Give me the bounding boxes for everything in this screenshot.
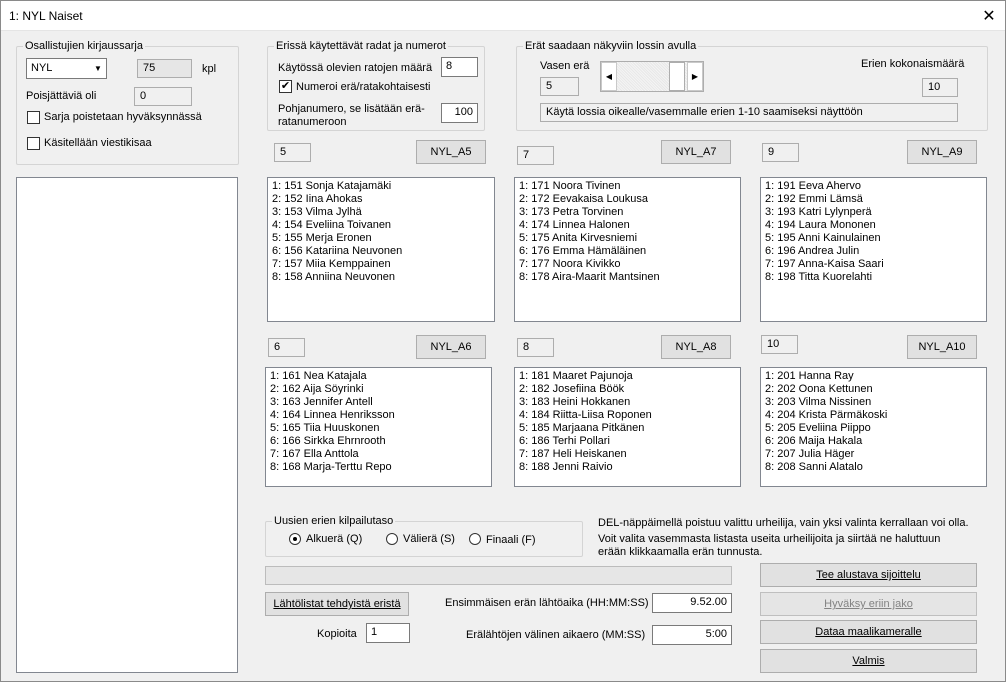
list-item[interactable]: 7: 197 Anna-Kaisa Saari — [765, 258, 884, 270]
relay-checkbox[interactable] — [27, 137, 40, 150]
scroll-left-icon[interactable]: ◀ — [601, 62, 617, 91]
heat-number-5: 5 — [274, 143, 311, 162]
heat-button-nyl-a5[interactable]: NYL_A5 — [416, 140, 486, 164]
placement-button[interactable] — [760, 563, 977, 587]
camera-button[interactable] — [760, 620, 977, 644]
series-select[interactable] — [26, 58, 107, 79]
heat-button-nyl-a9[interactable]: NYL_A9 — [907, 140, 977, 164]
list-item[interactable]: 3: 153 Vilma Jylhä — [272, 206, 362, 218]
unassigned-athletes-list[interactable] — [16, 177, 238, 673]
check-icon: ✔ — [280, 80, 291, 92]
numbering-label: Numeroi erä/ratakohtaisesti — [296, 81, 431, 93]
startlists-button[interactable] — [265, 592, 409, 616]
approve-button[interactable] — [760, 592, 977, 616]
level-s-radio[interactable] — [386, 533, 398, 545]
relay-label: Käsitellään viestikisaa — [44, 137, 152, 149]
list-item[interactable]: 2: 202 Oona Kettunen — [765, 383, 873, 395]
list-item[interactable]: 1: 201 Hanna Ray — [765, 370, 854, 382]
info-line-3: erään klikkaamalla erän tunnusta. — [598, 546, 763, 558]
info-line-2: Voit valita vasemmasta listasta useita urheilijoita ja siirtää ne haluttuun — [598, 533, 941, 545]
list-item[interactable]: 1: 181 Maaret Pajunoja — [519, 370, 633, 382]
list-item[interactable]: 7: 207 Julia Häger — [765, 448, 855, 460]
delete-series-label: Sarja poistetaan hyväksynnässä — [44, 111, 202, 123]
heat-number-6: 6 — [268, 338, 305, 357]
series-select-value: NYL — [31, 62, 53, 74]
list-item[interactable]: 5: 185 Marjaana Pitkänen — [519, 422, 645, 434]
heat-list-10[interactable] — [760, 367, 987, 487]
info-line-1: DEL-näppäimellä poistuu valittu urheilija, vain yksi valinta kerrallaan voi olla. — [598, 517, 969, 529]
first-start-label: Ensimmäisen erän lähtöaika (HH:MM:SS) — [445, 597, 649, 609]
list-item[interactable]: 7: 177 Noora Kivikko — [519, 258, 621, 270]
heat-view-legend: Erät saadaan näkyviin lossin avulla — [525, 40, 697, 52]
list-item[interactable]: 1: 161 Nea Katajala — [270, 370, 367, 382]
copies-input[interactable]: 1 — [366, 623, 410, 643]
list-item[interactable]: 4: 154 Eveliina Toivanen — [272, 219, 392, 231]
level-s-label: Välierä (S) — [403, 533, 455, 545]
list-item[interactable]: 1: 191 Eeva Ahervo — [765, 180, 862, 192]
interval-input[interactable]: 5:00 — [652, 625, 732, 645]
heat-view-hint: Käytä lossia oikealle/vasemmalle erien 1-10 saamiseksi näyttöön — [540, 103, 958, 122]
registration-legend: Osallistujien kirjaussarja — [25, 40, 143, 52]
list-item[interactable]: 2: 152 Iina Ahokas — [272, 193, 363, 205]
participant-count: 75 — [137, 59, 192, 78]
camera-button-label: Dataa maalikameralle — [815, 626, 922, 638]
list-item[interactable]: 5: 155 Merja Eronen — [272, 232, 372, 244]
startlists-button-label: Lähtölistat tehdyistä eristä — [273, 598, 401, 610]
list-item[interactable]: 5: 175 Anita Kirvesniemi — [519, 232, 638, 244]
heat-button-nyl-a6[interactable]: NYL_A6 — [416, 335, 486, 359]
heat-list-5[interactable] — [267, 177, 495, 322]
list-item[interactable]: 6: 176 Emma Hämäläinen — [519, 245, 647, 257]
list-item[interactable]: 6: 186 Terhi Pollari — [519, 435, 610, 447]
heat-number-9: 9 — [762, 143, 799, 162]
level-f-label: Finaali (F) — [486, 534, 536, 546]
heat-scrollbar[interactable] — [600, 61, 704, 92]
list-item[interactable]: 8: 198 Titta Kuorelahti — [765, 271, 873, 283]
list-item[interactable]: 3: 173 Petra Torvinen — [519, 206, 624, 218]
level-f-radio[interactable] — [469, 533, 481, 545]
lanes-count-label: Käytössä olevien ratojen määrä — [278, 62, 433, 74]
first-start-input[interactable]: 9.52.00 — [652, 593, 732, 613]
base-number-label-2: ratanumeroon — [278, 116, 347, 128]
heat-list-8[interactable] — [514, 367, 741, 487]
list-item[interactable]: 7: 187 Heli Heiskanen — [519, 448, 627, 460]
list-item[interactable]: 8: 178 Aira-Maarit Mantsinen — [519, 271, 660, 283]
list-item[interactable]: 1: 151 Sonja Katajamäki — [272, 180, 392, 192]
heat-button-nyl-a8[interactable]: NYL_A8 — [661, 335, 731, 359]
base-number-label-1: Pohjanumero, se lisätään erä- — [278, 103, 425, 115]
heat-list-6[interactable] — [265, 367, 492, 487]
list-item[interactable]: 7: 167 Ella Anttola — [270, 448, 359, 460]
list-item[interactable]: 4: 164 Linnea Henriksson — [270, 409, 395, 421]
progress-bar — [265, 566, 732, 585]
base-number-input[interactable]: 100 — [441, 103, 478, 123]
level-q-radio[interactable] — [289, 533, 301, 545]
scroll-right-icon[interactable]: ▶ — [687, 62, 703, 91]
total-heats-label: Erien kokonaismäärä — [861, 58, 965, 70]
heat-scroll-thumb[interactable] — [669, 62, 685, 91]
heat-number-7: 7 — [517, 146, 554, 165]
dropouts-count: 0 — [134, 87, 192, 106]
done-button-label: Valmis — [852, 655, 885, 667]
list-item[interactable]: 4: 184 Riitta-Liisa Roponen — [519, 409, 652, 421]
numbering-checkbox[interactable] — [279, 80, 292, 93]
done-button[interactable] — [760, 649, 977, 673]
approve-button-label: Hyväksy eriin jako — [824, 598, 913, 610]
copies-label: Kopioita — [317, 628, 357, 640]
lanes-legend: Erissä käytettävät radat ja numerot — [276, 40, 446, 52]
title-bar — [0, 0, 1006, 31]
level-q-label: Alkuerä (Q) — [306, 533, 363, 545]
interval-label: Erälähtöjen välinen aikaero (MM:SS) — [466, 629, 646, 641]
heat-number-8: 8 — [517, 338, 554, 357]
heat-button-nyl-a7[interactable]: NYL_A7 — [661, 140, 731, 164]
total-heats-value: 10 — [922, 78, 958, 97]
list-item[interactable]: 3: 193 Katri Lylynperä — [765, 206, 872, 218]
list-item[interactable]: 8: 188 Jenni Raivio — [519, 461, 613, 473]
list-item[interactable]: 8: 208 Sanni Alatalo — [765, 461, 863, 473]
delete-series-checkbox[interactable] — [27, 111, 40, 124]
close-button[interactable] — [972, 4, 1006, 28]
list-item[interactable]: 7: 157 Miia Kemppainen — [272, 258, 391, 270]
heat-list-7[interactable] — [514, 177, 741, 322]
list-item[interactable]: 3: 163 Jennifer Antell — [270, 396, 373, 408]
list-item[interactable]: 2: 192 Emmi Lämsä — [765, 193, 863, 205]
list-item[interactable]: 2: 162 Aija Söyrinki — [270, 383, 364, 395]
lanes-count-input[interactable]: 8 — [441, 57, 478, 77]
list-item[interactable]: 3: 183 Heini Hokkanen — [519, 396, 631, 408]
heat-number-10: 10 — [761, 335, 798, 354]
placement-button-label: Tee alustava sijoittelu — [816, 569, 921, 581]
list-item[interactable]: 6: 156 Katariina Neuvonen — [272, 245, 403, 257]
window-title: 1: NYL Naiset — [9, 9, 83, 23]
count-unit-label: kpl — [202, 63, 217, 75]
list-item[interactable]: 5: 205 Eveliina Piippo — [765, 422, 871, 434]
list-item[interactable]: 8: 168 Marja-Terttu Repo — [270, 461, 392, 473]
dropouts-label: Poisjättäviä oli — [26, 90, 97, 102]
left-heat-label: Vasen erä — [540, 60, 590, 72]
list-item[interactable]: 3: 203 Vilma Nissinen — [765, 396, 872, 408]
level-legend: Uusien erien kilpailutaso — [274, 515, 394, 527]
list-item[interactable]: 2: 182 Josefiina Böök — [519, 383, 625, 395]
left-heat-value: 5 — [540, 77, 579, 96]
list-item[interactable]: 5: 165 Tiia Huuskonen — [270, 422, 380, 434]
list-item[interactable]: 2: 172 Eevakaisa Loukusa — [519, 193, 649, 205]
list-item[interactable]: 4: 194 Laura Mononen — [765, 219, 876, 231]
list-item[interactable]: 6: 196 Andrea Julin — [765, 245, 860, 257]
list-item[interactable]: 6: 206 Maija Hakala — [765, 435, 863, 447]
list-item[interactable]: 5: 195 Anni Kainulainen — [765, 232, 881, 244]
heat-list-9[interactable] — [760, 177, 987, 322]
list-item[interactable]: 4: 204 Krista Pärmäkoski — [765, 409, 888, 421]
heat-button-nyl-a10[interactable]: NYL_A10 — [907, 335, 977, 359]
list-item[interactable]: 4: 174 Linnea Halonen — [519, 219, 630, 231]
list-item[interactable]: 1: 171 Noora Tivinen — [519, 180, 621, 192]
close-icon: ✕ — [982, 8, 996, 25]
chevron-down-icon[interactable]: ▼ — [89, 59, 106, 78]
list-item[interactable]: 6: 166 Sirkka Ehrnrooth — [270, 435, 386, 447]
list-item[interactable]: 8: 158 Anniina Neuvonen — [272, 271, 395, 283]
